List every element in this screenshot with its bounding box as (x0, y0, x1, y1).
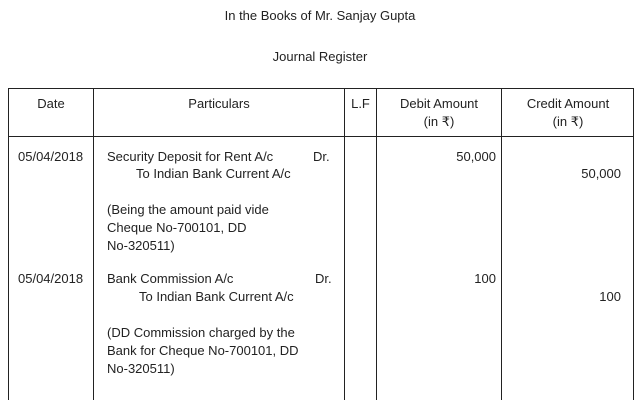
header-lf: L.F (351, 96, 370, 111)
narration-line: No-320511) (107, 238, 175, 253)
credit-account: To Indian Bank Current A/c (139, 289, 294, 304)
dr-marker: Dr. (315, 271, 332, 286)
narration-line: Cheque No-700101, DD (107, 220, 247, 235)
book-owner-title: In the Books of Mr. Sanjay Gupta (224, 8, 416, 23)
debit-amount: 100 (474, 271, 496, 286)
dr-marker: Dr. (313, 149, 330, 164)
header-credit-label: Credit Amount (526, 96, 610, 111)
header-debit-unit: (in ₹) (423, 114, 455, 129)
journal-register-title: Journal Register (272, 49, 368, 64)
credit-amount: 50,000 (581, 166, 621, 181)
header-date: Date (37, 96, 65, 111)
debit-account: Bank Commission A/c (107, 271, 234, 286)
header-credit-amount (502, 95, 634, 131)
header-debit-amount (377, 95, 501, 131)
debit-account: Security Deposit for Rent A/c (107, 149, 274, 164)
header-particulars: Particulars (188, 96, 250, 111)
entry-date: 05/04/2018 (18, 271, 84, 286)
journal-table (8, 88, 634, 400)
narration-line: Bank for Cheque No-700101, DD (107, 343, 299, 358)
header-divider (9, 136, 633, 137)
credit-amount: 100 (599, 289, 621, 304)
narration-line: No-320511) (107, 361, 175, 376)
entry-date: 05/04/2018 (18, 149, 84, 164)
narration-line: (Being the amount paid vide (107, 202, 269, 217)
narration-line: (DD Commission charged by the (107, 325, 295, 340)
header-credit-unit: (in ₹) (552, 114, 584, 129)
credit-account: To Indian Bank Current A/c (136, 166, 291, 181)
debit-amount: 50,000 (456, 149, 496, 164)
header-debit-label: Debit Amount (399, 96, 479, 111)
